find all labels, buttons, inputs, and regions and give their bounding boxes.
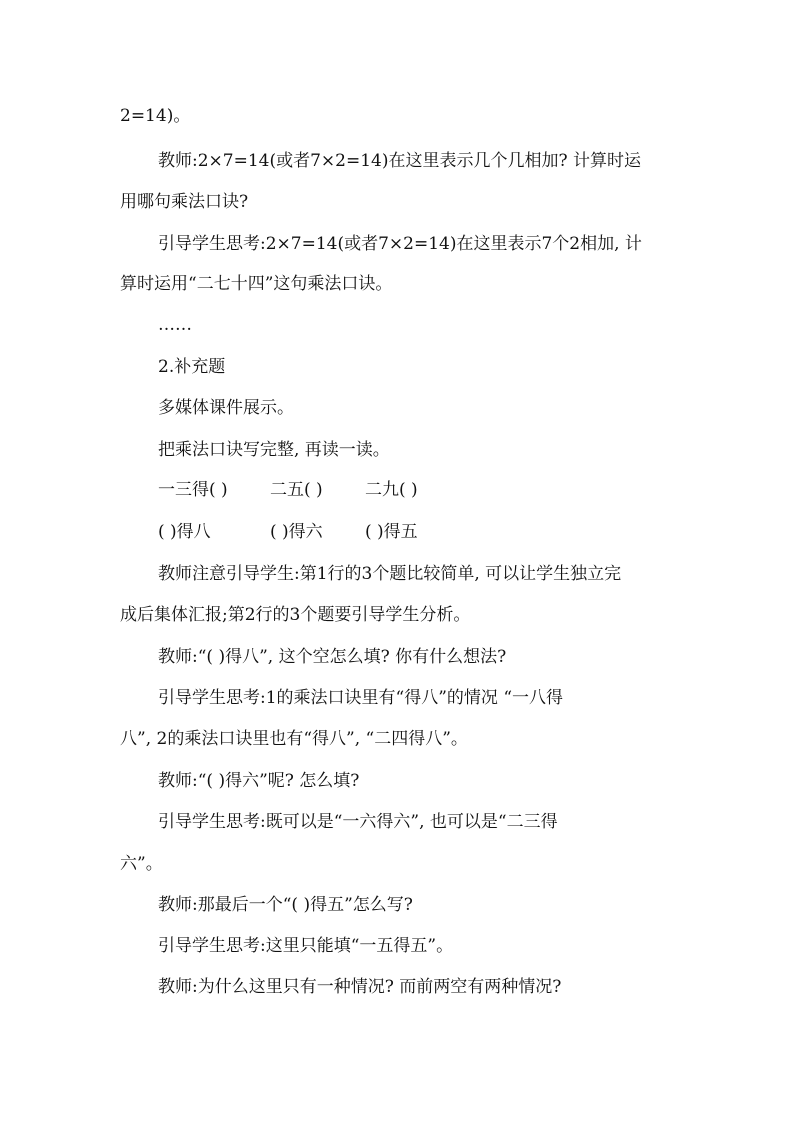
text-line: 把乘法口诀写完整, 再读一读。 [158, 440, 390, 460]
text-line: 引导学生思考:1的乘法口诀里有“得八”的情况 “一八得 [158, 688, 564, 708]
text-line: 六”。 [120, 854, 163, 874]
exercise-item: 一三得( ) [158, 480, 228, 500]
text-line: 多媒体课件展示。 [158, 398, 294, 418]
text-line: 算时运用“二七十四”这句乘法口诀。 [120, 274, 393, 294]
text-line: 引导学生思考:既可以是“一六得六”, 也可以是“二三得 [158, 812, 558, 832]
text-line: 教师:“( )得八”, 这个空怎么填? 你有什么想法? [158, 647, 507, 667]
text-line: 教师:为什么这里只有一种情况? 而前两空有两种情况? [158, 977, 562, 997]
text-line: 2=14)。 [120, 106, 191, 126]
text-line: 用哪句乘法口诀? [120, 192, 249, 212]
text-line: …… [158, 315, 192, 335]
exercise-item: 二五( ) [270, 480, 323, 500]
text-line: 教师注意引导学生:第1行的3个题比较简单, 可以让学生独立完 [158, 564, 622, 584]
text-line: 成后集体汇报;第2行的3个题要引导学生分析。 [120, 605, 471, 625]
exercise-item: ( )得六 [270, 522, 323, 542]
exercise-item: ( )得五 [365, 522, 418, 542]
exercise-item: ( )得八 [158, 522, 211, 542]
text-line: 教师:那最后一个“( )得五”怎么写? [158, 895, 413, 915]
text-line: 引导学生思考:这里只能填“一五得五”。 [158, 936, 454, 956]
text-line: 教师:2×7=14(或者7×2=14)在这里表示几个几相加? 计算时运 [158, 151, 642, 171]
text-line: 教师:“( )得六”呢? 怎么填? [158, 771, 360, 791]
section-heading: 2.补充题 [158, 357, 226, 377]
text-line: 引导学生思考:2×7=14(或者7×2=14)在这里表示7个2相加, 计 [158, 234, 642, 254]
exercise-item: 二九( ) [365, 480, 418, 500]
text-line: 八”, 2的乘法口诀里也有“得八”, “二四得八”。 [120, 729, 468, 749]
